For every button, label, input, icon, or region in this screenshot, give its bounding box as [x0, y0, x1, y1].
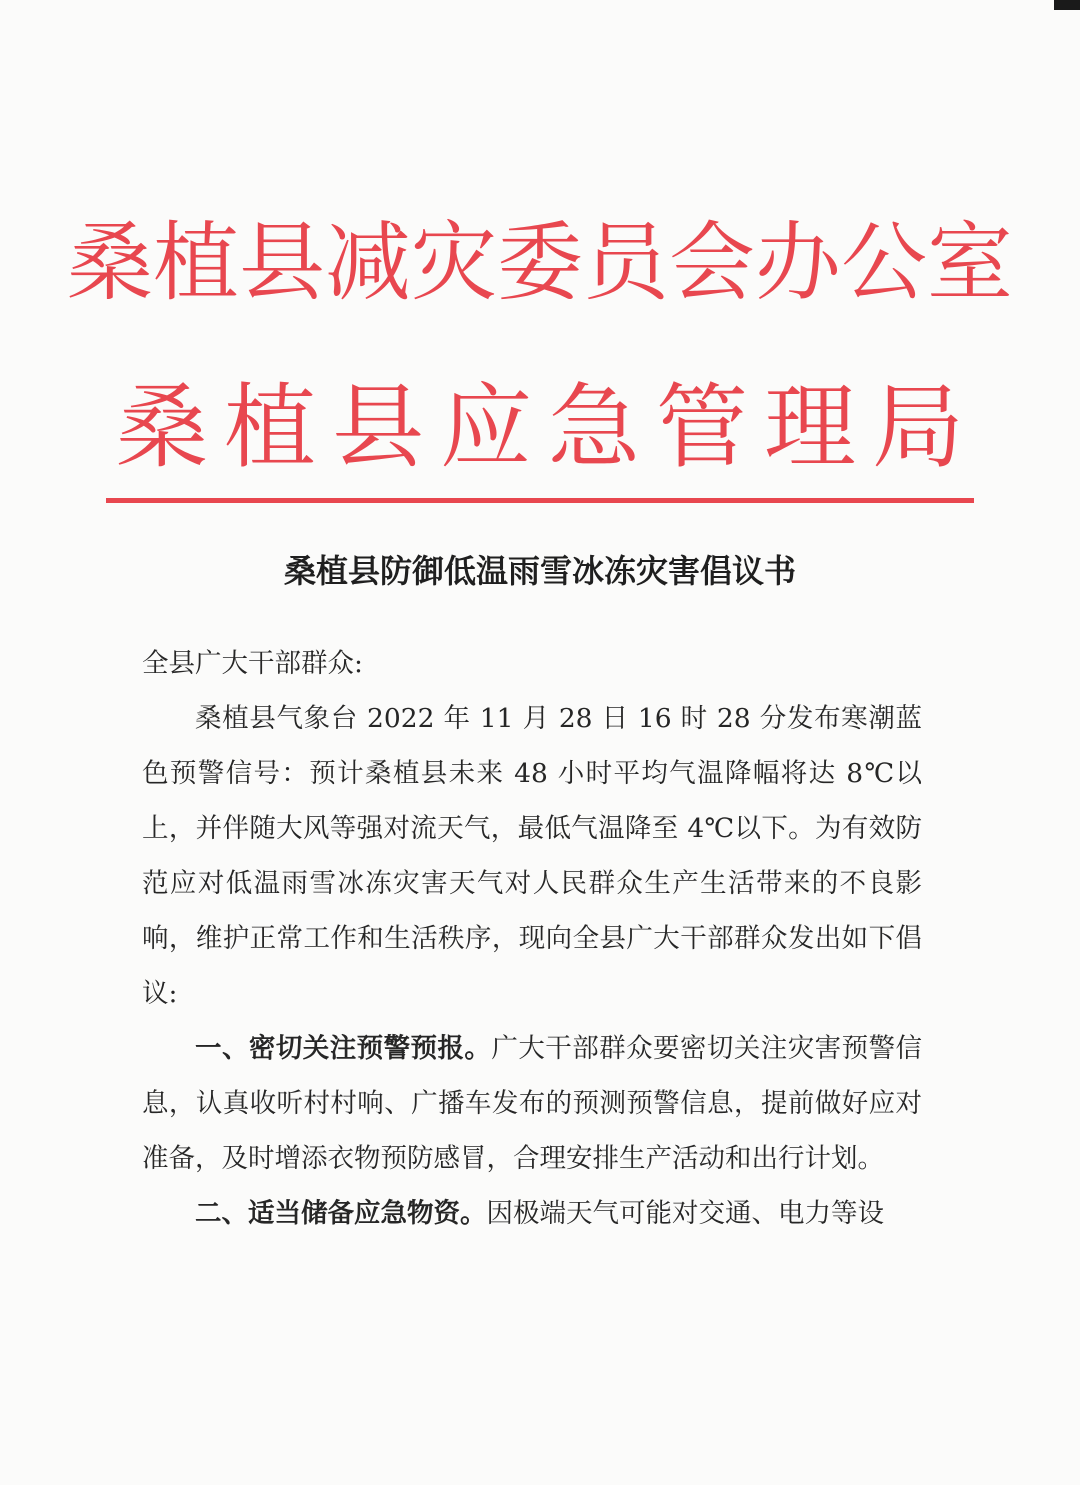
item-2-text: 因极端天气可能对交通、电力等设 — [486, 1198, 884, 1229]
org-header-line-1: 桑植县减灾委员会办公室 — [67, 213, 1013, 313]
item-2-heading: 二、适当储备应急物资。 — [195, 1198, 487, 1229]
scan-corner-mark — [1054, 0, 1080, 10]
salutation: 全县广大干部群众: — [142, 648, 363, 679]
red-divider-rule — [106, 498, 974, 503]
item-1-heading: 一、密切关注预警预报。 — [195, 1033, 492, 1064]
document-body — [142, 636, 922, 1241]
document-title: 桑植县防御低温雨雪冰冻灾害倡议书 — [283, 552, 796, 590]
item-1-paragraph — [142, 1021, 922, 1186]
item-2-paragraph — [142, 1186, 922, 1241]
item-1-text: 广大干部群众要密切关注灾害预警信息，认真收听村村响、广播车发布的预测预警信息，提前做好应对准备，及时增添衣物预防感冒，合理安排生产活动和出行计划。 — [142, 1033, 923, 1174]
intro-paragraph: 桑植县气象台 2022 年 11 月 28 日 16 时 28 分发布寒潮蓝色预警信号：预计桑植县未来 48 小时平均气温降幅将达 8℃以上，并伴随大风等强对流天气，最低气温降至 4℃以下。为有效防范应对低温雨雪冰冻灾害天气对人民群众生产生活带来的不良影响，维护正常工作和生活秩序，现向全县广大干部群众发出如下倡议: — [142, 703, 922, 1009]
org-header-line-2: 桑植县应急管理局 — [115, 374, 980, 481]
